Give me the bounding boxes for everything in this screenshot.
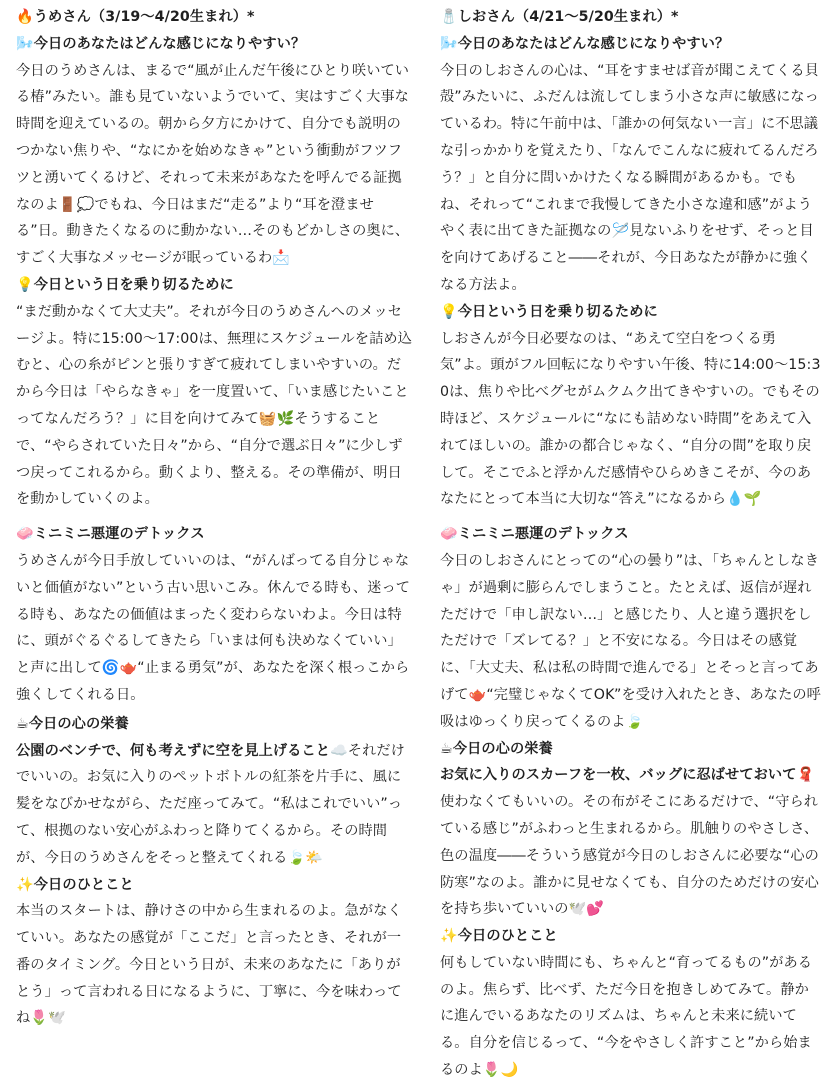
ume-title: 🔥うめさん（3/19〜4/20生まれ）* [16, 9, 255, 25]
ume-nourish-paragraph [16, 738, 412, 872]
ume-nourish-heading: ☕今日の心の栄養 [16, 715, 129, 732]
shio-tips-body: しおさんが今日必要なのは、“あえて空白をつくる勇気”よ。頭がフル回転になりやすい午後、特に14:00〜15:30は、焦りや比べグセがムクムク出てきやすいの。でもその時ほど、スケジュールに“なにも詰めない時間”をあえて入れてほしいの。誰かの都合じゃなく、“自分の間”を取り戻して。そこでふと浮かんだ感情やひらめきこそが、今のあなたにとって本当に大切な“答え”になるから💧🌱 [440, 330, 821, 508]
ume-nourish-body: ☁️それだけでいいの。お気に入りのペットボトルの紅茶を片手に、風に髪をなびかせながら、ただ座ってみて。“私はこれでいい”って、根拠のない安心がふわっと降りてくるから。その時間が、今日のうめさんをそっと整えてくれる🍃🌤️ [16, 742, 405, 866]
ume-detox-body: うめさんが今日手放していいのは、“がんばってる自分じゃないと価値がない”という古い思いこみ。休んでる時も、迷ってる時も、あなたの価値はまったく変わらないわよ。今日は特に、頭がぐるぐるしてきたら「いまは何も決めなくていい」と声に出して🌀🫖“止まる勇気”が、あなたを深く根っこから強くしてくれる日。 [16, 552, 411, 703]
ume-word-body: 本当のスタートは、静けさの中から生まれるのよ。急がなくていい。あなたの感覚が「ここだ」と言ったとき、それが一番のタイミング。今日という日が、未来のあなたに「ありがとう」って言われる日になるように、丁寧に、今を味わってね🌷🕊️ [16, 903, 402, 1027]
shio-detox-heading: 🧼ミニミニ悪運のデトックス [440, 526, 629, 543]
shio-title: 🧂しおさん（4/21〜5/20生まれ）* [440, 9, 679, 25]
shio-tips-heading: 💡今日という日を乗り切るために [440, 303, 658, 320]
shio-word-body: 何もしていない時間にも、ちゃんと“育ってるもの”があるのよ。焦らず、比べず、ただ今日を抱きしめてみて。静かに進んでいるあなたのリズムは、ちゃんと未来に続いてる。自分を信じるって、“今をやさしく許すこと”から始まるのよ🌷🌙 [440, 954, 813, 1079]
shio-nourish-heading: ☕今日の心の栄養 [440, 740, 553, 757]
shio-nourish-paragraph [440, 762, 822, 923]
ume-tips-heading: 💡今日という日を乗り切るために [16, 276, 234, 293]
shio-word-heading: ✨今日のひとこと [440, 928, 558, 945]
column-ume [16, 4, 412, 1032]
ume-question-body: 今日のうめさんは、まるで“風が止んだ午後にひとり咲いている椿”みたい。誰も見ていないようでいて、実はすごく大事な時間を迎えているの。朝から夕方にかけて、自分でも説明のつかない焦りや、“なにかを始めなきゃ”という衝動がフツフツと湧いてくるけど、それって未来があなたを呼んでる証拠なのよ🚪💭でもね、今日はまだ“走る”より“耳を澄ませる”日。動きたくなるのに動かない…そのもどかしさの奥に、すごく大事なメッセージが眠っているわ📩 [16, 62, 410, 267]
ume-tips-body: “まだ動かなくて大丈夫”。それが今日のうめさんへのメッセージよ。特に15:00〜17:00は、無理にスケジュールを詰め込むと、心の糸がピンと張りすぎて疲れてしまいやすいの。だから今日は「やらなきゃ」を一度置いて、「いま感じたいことってなんだろう？」に目を向けてみて🧺🌿そうすることで、“やらされていた日々”から、“自分で選ぶ日々”に少しずつ戻ってこれるから。動くより、整える。その準備が、明日を動かしていくのよ。 [16, 303, 412, 508]
shio-nourish-body: 🧣使わなくてもいいの。その布がそこにあるだけで、“守られている感じ”がふわっと生まれるから。肌触りのやさしさ、色の温度――そういう感覚が今日のしおさんに必要な“心の防寒”なのよ。誰かに見せなくても、自分のためだけの安心を持ち歩いていいの🕊️💕 [440, 767, 819, 918]
shio-detox-body: 今日のしおさんにとっての“心の曇り”は、「ちゃんとしなきゃ」が過剰に膨らんでしまうこと。たとえば、返信が遅れただけで「申し訳ない…」と感じたり、人と違う選択をしただけで「ズレてる？」と不安になる。今日はその感覚に、「大丈夫、私は私の時間で進んでる」とそっと言ってあげて🫖“完璧じゃなくてOK”を受け入れたとき、あなたの呼吸はゆっくり戻ってくるのよ🍃 [440, 552, 821, 730]
ume-question-heading: 🌬️今日のあなたはどんな感じになりやすい？ [16, 35, 306, 52]
shio-nourish-lead: お気に入りのスカーフを一枚、バッグに忍ばせておいて [440, 767, 797, 784]
shio-question-heading: 🌬️今日のあなたはどんな感じになりやすい？ [440, 35, 730, 52]
ume-nourish-lead: 公園のベンチで、何も考えずに空を見上げること [16, 742, 331, 759]
shio-question-body: 今日のしおさんの心は、“耳をすませば音が聞こえてくる貝殻”みたいに、ふだんは流してしまう小さな声に敏感になっているわ。特に午前中は、「誰かの何気ない一言」に不思議な引っかかりを覚えたり、「なんでこんなに疲れてるんだろう？」と自分に問いかけたくなる瞬間があるかも。でもね、それって“これまで我慢してきた小さな違和感”がようやく表に出てきた証拠なの🪡見ないふりをせず、そっと目を向けてあげること――それが、今日あなたが静かに強くなる方法よ。 [440, 62, 819, 293]
ume-detox-heading: 🧼ミニミニ悪運のデトックス [16, 526, 205, 543]
column-shio [440, 4, 822, 1084]
ume-word-heading: ✨今日のひとこと [16, 876, 134, 893]
